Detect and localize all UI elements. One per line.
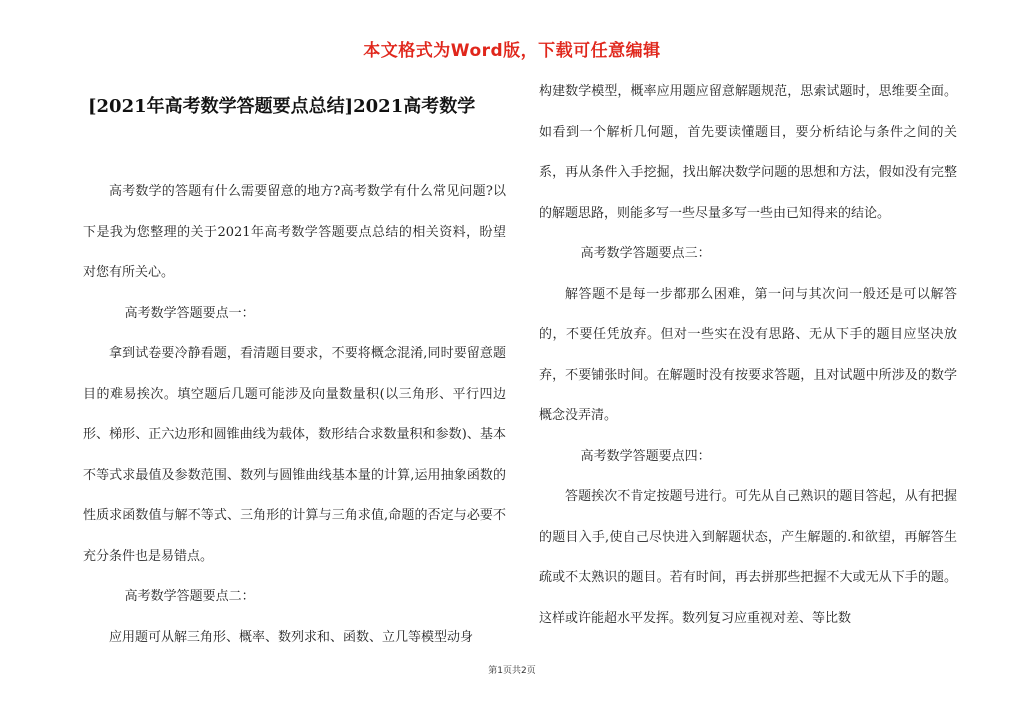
word-version-banner: 本文格式为Word版，下载可任意编辑 (363, 41, 661, 61)
intro-paragraph: 高考数学的答题有什么需要留意的地方?高考数学有什么常见问题?以下是我为您整理的关于2021年高考数学答题要点总结的相关资料，盼望对您有所关心。 (83, 184, 506, 280)
section-4-paragraph: 答题挨次不肯定按题号进行。可先从自己熟识的题目答起，从有把握的题目入手,使自己尽快进入到解题状态，产生解题的.和欲望，再解答生疏或不太熟识的题目。若有时间，再去拼那些把握不大或无从下手的题。这样或许能超水平发挥。数列复习应重视对差、等比数 (539, 489, 957, 626)
section-heading-4: 高考数学答题要点四： (580, 448, 711, 464)
section-heading-1: 高考数学答题要点一： (124, 305, 255, 321)
section-2-paragraph: 应用题可从解三角形、概率、数列求和、函数、立几等模型动身 (109, 629, 474, 645)
section-1-paragraph: 拿到试卷要冷静看题，看清题目要求，不要将概念混淆,同时要留意题目的难易挨次。填空题后几题可能涉及向量数量积(以三角形、平行四边形、梯形、正六边形和圆锥曲线为载体，数形结合求数量积和参数)、基本不等式求最值及参数范围、数列与圆锥曲线基本量的计算,运用抽象函数的性质求函数值与解不等式、三角形的计算与三角求值,命题的否定与必要不充分条件也是易错点。 (83, 346, 506, 564)
left-column (83, 172, 506, 658)
page-number: 第1页共2页 (488, 666, 536, 676)
section-heading-3: 高考数学答题要点三： (580, 246, 711, 261)
right-column (539, 72, 957, 639)
section-heading-2: 高考数学答题要点二： (124, 589, 255, 604)
section-2-continued-paragraph: 构建数学模型，概率应用题应留意解题规范，思索试题时，思维要全面。如看到一个解析几何题，首先要读懂题目，要分析结论与条件之间的关系，再从条件入手挖掘，找出解决数学问题的思想和方法，假如没有完整的解题思路，则能多写一些尽量多写一些由已知得来的结论。 (539, 84, 957, 221)
document-title: [2021年高考数学答题要点总结]2021高考数学 (88, 96, 476, 117)
section-3-paragraph: 解答题不是每一步都那么困难，第一问与其次问一般还是可以解答的，不要任凭放弃。但对一些实在没有思路、无从下手的题目应坚决放弃，不要铺张时间。在解题时没有按要求答题，且对试题中所涉及的数学概念没弄清。 (539, 286, 957, 423)
